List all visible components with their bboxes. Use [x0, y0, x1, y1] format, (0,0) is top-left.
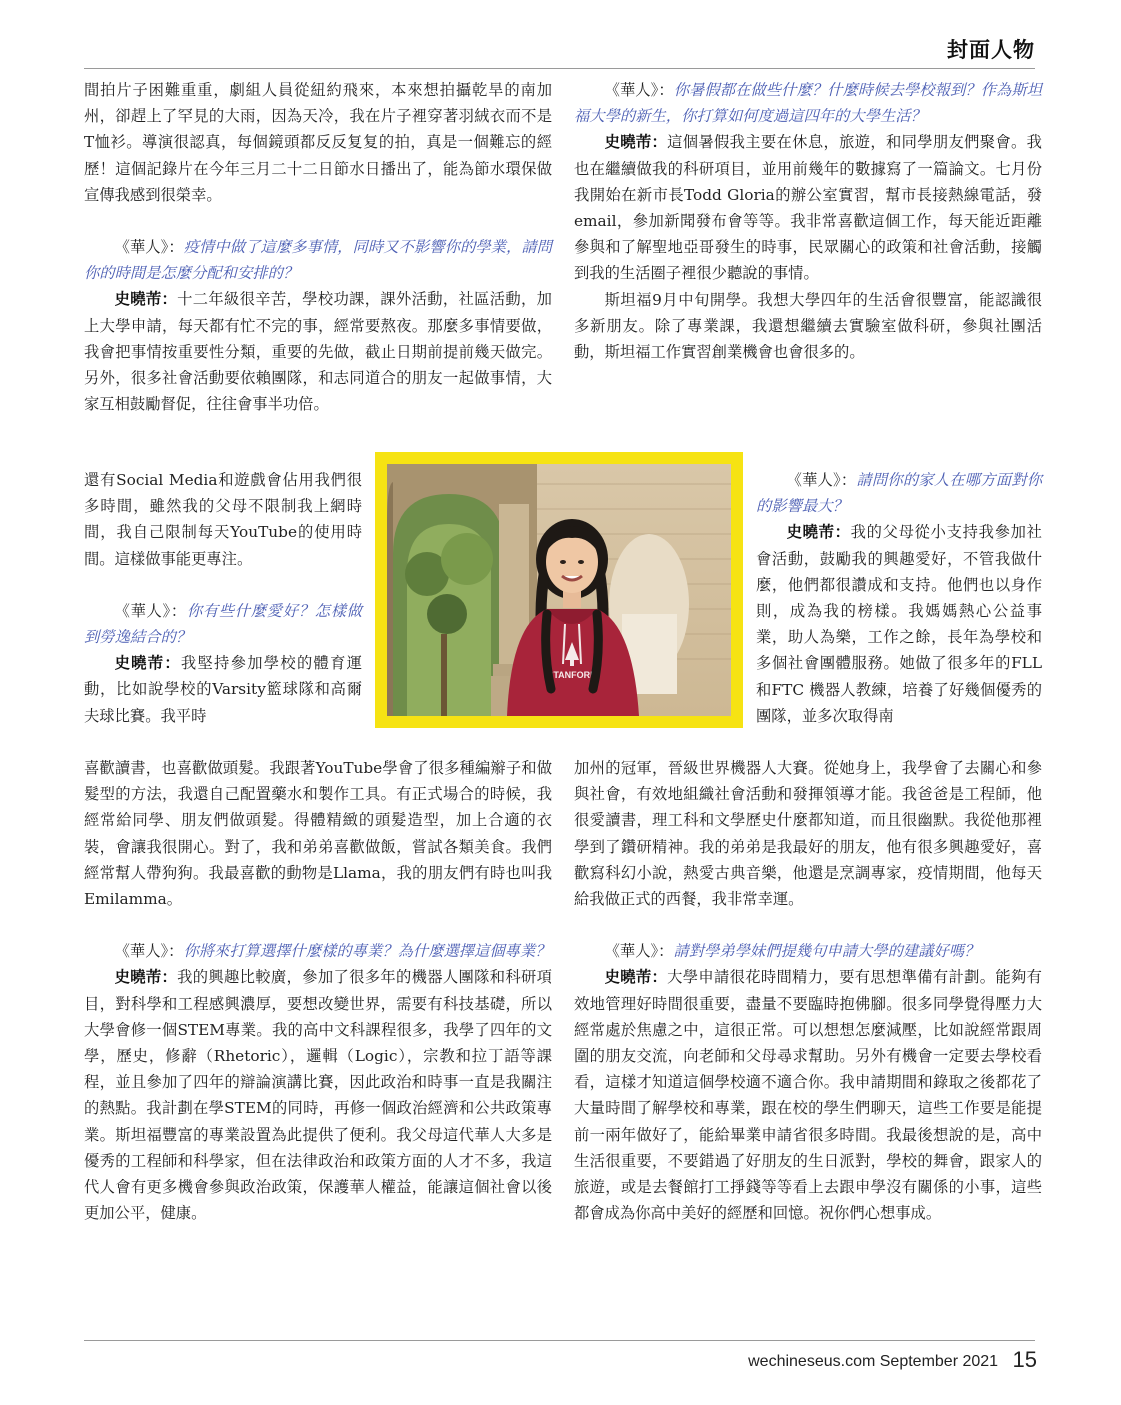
question-family: 《華人》：請問你的家人在哪方面對你的影響最大？: [756, 471, 1042, 516]
section-title: 封面人物: [947, 37, 1035, 62]
left-column-top: [84, 77, 552, 417]
answer-summer: 史曉芾：這個暑假我主要在休息，旅遊，和同學朋友們聚會。我也在繼續做我的科研項目，並用前幾年的數據寫了一篇論文。七月份我開始在新市長Todd Gloria的辦公室實習，幫市長接熱線電話，發email，參加新聞發布會等等。我非常喜歡這個工作，每天能近距離參與和了解聖地亞哥發生的時事，民眾關心的政策和社會活動，接觸到我的生活圈子裡很少聽說的事情。: [574, 133, 1042, 283]
page-number: 15: [1012, 1347, 1037, 1372]
answer-time-management: 史曉芾：十二年級很辛苦，學校功課，課外活動，社區活動，加上大學申請，每天都有忙不完的事，經常要熬夜。那麼多事情要做，我會把事情按重要性分類，重要的先做，截止日期前提前幾天做完。另外，很多社會活動要依賴團隊，和志同道合的朋友一起做事情，大家互相鼓勵督促，往往會事半功倍。: [84, 290, 552, 414]
right-column-wrap: [756, 467, 1042, 729]
portrait-photo-frame: [375, 452, 743, 728]
answer-major: 史曉芾：我的興趣比較廣，參加了很多年的機器人團隊和科研項目，對科學和工程感興濃厚，要想改變世界，需要有科技基礎，所以大學會修一個STEM專業。我的高中文科課程很多，我學了四年的文學，歷史，修辭（Rhetoric），邏輯（Logic），宗教和拉丁語等課程，並且參加了四年的辯論演講比賽，因此政治和時事一直是我關注的熱點。我計劃在學STEM的同時，再修一個政治經濟和公共政策專業。斯坦福豐富的專業設置為此提供了便利。我父母這代華人大多是優秀的工程師和科學家，但在法律政治和政策方面的人才不多，我這代人會有更多機會參與政治政策，保護華人權益，能讓這個社會以後更加公平，健康。: [84, 968, 552, 1223]
top-divider: [84, 68, 1035, 69]
answer-family-start: 史曉芾：我的父母從小支持我參加社會活動，鼓勵我的興趣愛好，不管我做什麼，他們都很讚成和支持。他們也以身作則，成為我的榜樣。我媽媽熱心公益事業，助人為樂，工作之餘，長年為學校和多個社會團體服務。她做了很多年的FLL 和FTC 機器人教練，培養了好幾個優秀的團隊，並多次取得南: [756, 523, 1042, 725]
right-column-top: [574, 77, 1042, 365]
page-footer: [748, 1347, 1037, 1373]
answer-social-media: 還有Social Media和遊戲會佔用我們很多時間，雖然我的父母不限制我上網時間，我自己限制每天YouTube的使用時間。這樣做事能更專注。: [84, 471, 362, 568]
answer-family-rest: 加州的冠軍，晉級世界機器人大賽。從她身上，我學會了去關心和參與社會，有效地組織社會活動和發揮領導才能。我爸爸是工程師，他很愛讀書，理工科和文學歷史什麼都知道，而且很幽默。我從他那裡學到了鑽研精神。我的弟弟是我最好的朋友，他有很多興趣愛好，喜歡寫科幻小說，熱愛古典音樂，他還是烹調專家，疫情期間，他每天給我做正式的西餐，我非常幸運。: [574, 759, 1042, 909]
question-major: 《華人》：你將來打算選擇什麼樣的專業？為什麼選擇這個專業？: [114, 942, 551, 961]
footer-website: wechineseus.com: [748, 1353, 876, 1370]
right-column-bottom: [574, 755, 1042, 1226]
footer-issue: September 2021: [879, 1353, 999, 1370]
question-summer: 《華人》：你暑假都在做些什麼？什麼時候去學校報到？作為斯坦福大學的新生，你打算如何度過這四年的大學生活？: [574, 81, 1042, 126]
question-hobbies: 《華人》：你有些什麼愛好？怎樣做到勞逸結合的？: [84, 601, 362, 647]
answer-advice: 史曉芾：大學申請很花時間精力，要有思想準備有計劃。能夠有效地管理好時間很重要，盡量不要臨時抱佛腳。很多同學覺得壓力大經常處於焦慮之中，這很正常。可以想想怎麼減壓，比如說經常跟周圍的朋友交流，向老師和父母尋求幫助。另外有機會一定要去學校看看，這樣才知道這個學校適不適合你。我申請期間和錄取之後都花了大量時間了解學校和專業，跟在校的學生們聊天，這些工作要是能提前一兩年做好了，能給畢業申請省很多時間。我最後想說的是，高中生活很重要，不要錯過了好朋友的生日派對，學校的舞會，跟家人的旅遊，或是去餐館打工掙錢等等看上去跟申學沒有關係的小事，這些都會成為你高中美好的經歷和回憶。祝你們心想事成。: [574, 968, 1042, 1223]
left-column-bottom: [84, 755, 552, 1226]
sweatshirt-text: STANFORD: [547, 670, 597, 680]
question-advice: 《華人》：請對學弟學妹們提幾句申請大學的建議好嗎？: [604, 942, 980, 961]
left-column-wrap: [84, 467, 362, 729]
answer-hobbies-rest: 喜歡讀書，也喜歡做頭髮。我跟著YouTube學會了很多種編辮子和做髮型的方法，我還自己配置藥水和製作工具。有正式場合的時候，我經常給同學、朋友們做頭髮。得體精緻的頭髮造型，加上合適的衣裝，會讓我很開心。對了，我和弟弟喜歡做飯，嘗試各類美食。我們經常幫人帶狗狗。我最喜歡的動物是Llama，我的朋友們有時也叫我Emilamma。: [84, 759, 552, 909]
portrait-photo: [387, 464, 731, 716]
question-time-management: 《華人》：疫情中做了這麼多事情，同時又不影響你的學業，請問你的時間是怎麼分配和安排的？: [84, 238, 552, 283]
answer-stanford-plans: 斯坦福9月中旬開學。我想大學四年的生活會很豐富，能認識很多新朋友。除了專業課，我還想繼續去實驗室做科研，參與社團活動，斯坦福工作實習創業機會也會很多的。: [574, 290, 1042, 362]
bottom-divider: [84, 1340, 1035, 1341]
intro-paragraph: 間拍片子困難重重，劇組人員從紐約飛來，本來想拍攝乾旱的南加州，卻趕上了罕見的大雨，因為天冷，我在片子裡穿著羽絨衣而不是T恤衫。導演很認真，每個鏡頭都反反复复的拍，真是一個難忘的經歷！這個記錄片在今年三月二十二日節水日播出了，能為節水環保做宣傳我感到很榮幸。: [84, 81, 552, 204]
answer-hobbies-start: 史曉芾：我堅持參加學校的體育運動，比如說學校的Varsity籃球隊和高爾夫球比賽。我平時: [84, 654, 362, 725]
